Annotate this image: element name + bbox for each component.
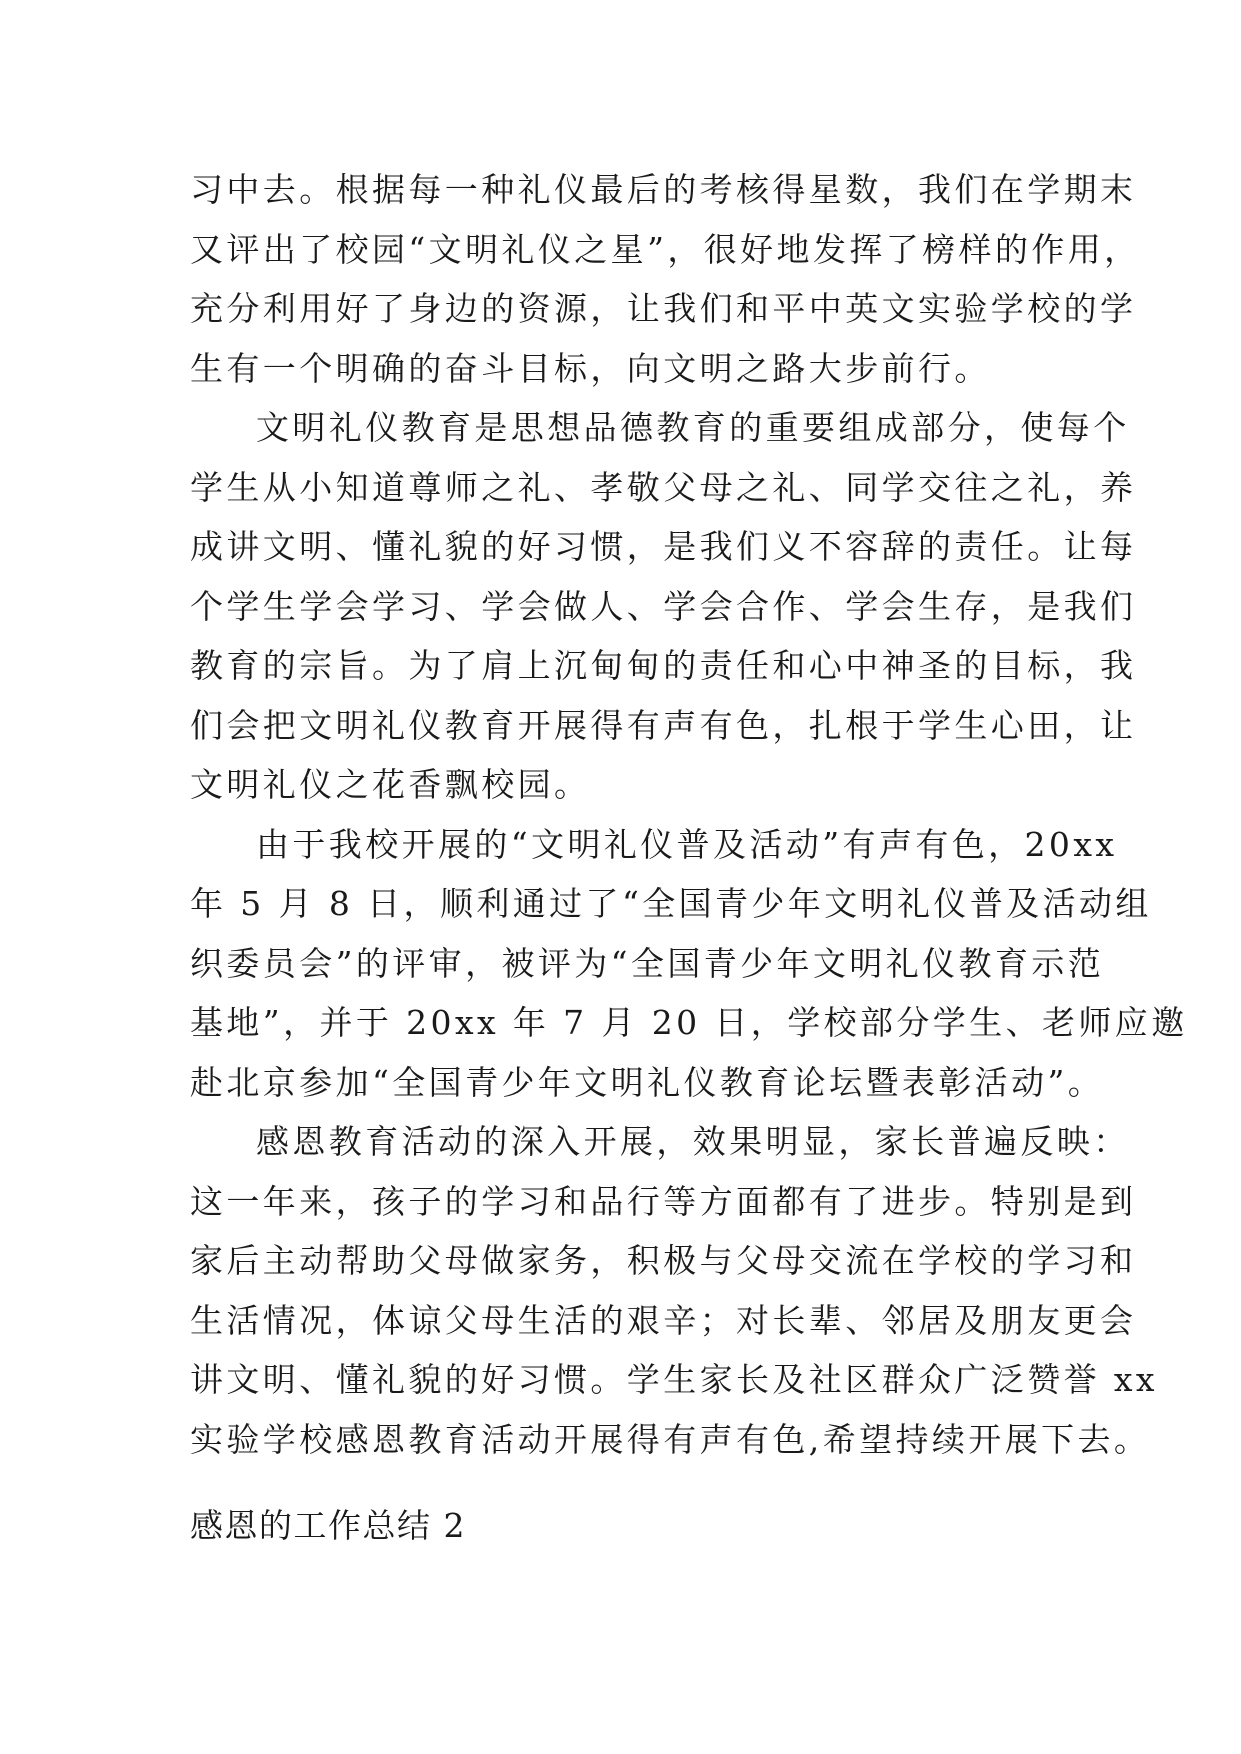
text-line: 生活情况，体谅父母生活的艰辛；对长辈、邻居及朋友更会 [190,1300,1137,1340]
text-line: 文明礼仪之花香飘校园。 [190,765,591,804]
text-line: 充分利用好了身边的资源，让我们和平中英文实验学校的学 [190,289,1137,328]
text-line: 由于我校开展的“文明礼仪普及活动”有声有色，20xx [256,824,1118,864]
text-line: 家后主动帮助父母做家务，积极与父母交流在学校的学习和 [190,1241,1137,1280]
paragraph-2 [190,398,1137,815]
text-line: 感恩教育活动的深入开展，效果明显，家长普遍反映： [256,1122,1130,1161]
text-line: 文明礼仪教育是思想品德教育的重要组成部分，使每个 [256,408,1130,447]
text-line: 这一年来，孩子的学习和品行等方面都有了进步。特别是到 [190,1181,1137,1221]
text-line: 织委员会”的评审，被评为“全国青少年文明礼仪教育示范 [190,943,1105,983]
text-line: 生有一个明确的奋斗目标，向文明之路大步前行。 [190,348,991,388]
text-line: 又评出了校园“文明礼仪之星”，很好地发挥了榜样的作用， [190,229,1141,269]
text-line: 习中去。根据每一种礼仪最后的考核得星数，我们在学期末 [190,170,1137,209]
text-line: 年 5 月 8 日，顺利通过了“全国青少年文明礼仪普及活动组 [190,884,1152,923]
section-heading: 感恩的工作总结 2 [190,1506,466,1545]
text-line: 们会把文明礼仪教育开展得有声有色，扎根于学生心田，让 [190,705,1137,745]
text-line: 赴北京参加“全国青少年文明礼仪教育论坛暨表彰活动”。 [190,1062,1105,1102]
document-body [190,160,1188,1469]
text-line: 学生从小知道尊师之礼、孝敬父母之礼、同学交往之礼，养 [190,467,1137,507]
text-line: 讲文明、懂礼貌的好习惯。学生家长及社区群众广泛赞誉 xx [190,1360,1158,1399]
text-line: 成讲文明、懂礼貌的好习惯，是我们义不容辞的责任。让每 [190,527,1137,566]
paragraph-4 [190,1112,1158,1469]
text-line: 基地”，并于 20xx 年 7 月 20 日，学校部分学生、老师应邀 [190,1003,1188,1042]
paragraph-3 [190,815,1188,1113]
paragraph-1 [190,160,1141,398]
text-line: 实验学校感恩教育活动开展得有声有色,希望持续开展下去。 [190,1419,1151,1459]
text-line: 个学生学会学习、学会做人、学会合作、学会生存，是我们 [190,586,1137,626]
text-line: 教育的宗旨。为了肩上沉甸甸的责任和心中神圣的目标，我 [190,646,1137,685]
